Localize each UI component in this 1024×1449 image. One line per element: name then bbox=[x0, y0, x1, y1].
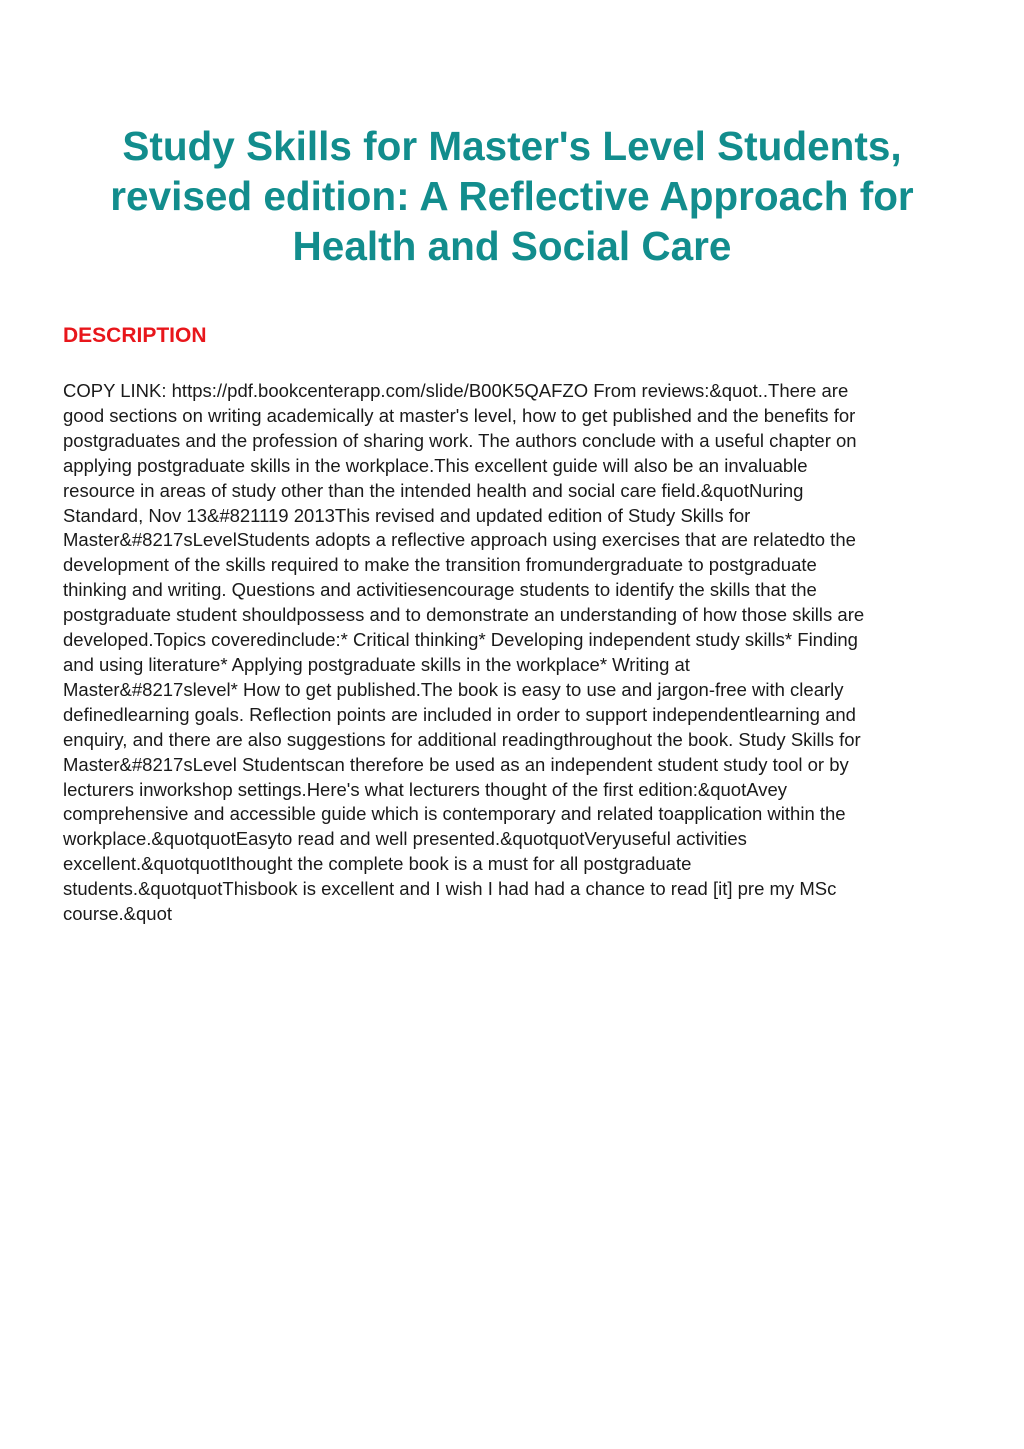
description-line: Master&#8217sLevel Studentscan therefore be used as an independent student study tool or by bbox=[63, 753, 849, 775]
title-line: Study Skills for Master's Level Students, bbox=[122, 123, 902, 169]
description-line: Master&#8217slevel* How to get published.The book is easy to use and jargon-free with clearly bbox=[63, 678, 844, 700]
description-body bbox=[63, 379, 968, 927]
description-line: developed.Topics coveredinclude:* Critical thinking* Developing independent study skills* Finding bbox=[63, 629, 858, 651]
description-heading: DESCRIPTION bbox=[63, 324, 207, 347]
description-line: definedlearning goals. Reflection points are included in order to support independentlearning and bbox=[63, 703, 856, 725]
document-title bbox=[62, 121, 962, 271]
description-line: applying postgraduate skills in the workplace.This excellent guide will also be an invaluable bbox=[63, 454, 808, 476]
description-line: postgraduates and the profession of sharing work. The authors conclude with a useful chapter on bbox=[63, 429, 857, 451]
description-line: and using literature* Applying postgraduate skills in the workplace* Writing at bbox=[63, 653, 690, 675]
description-line: Master&#8217sLevelStudents adopts a reflective approach using exercises that are relatedto the bbox=[63, 529, 856, 551]
description-line: enquiry, and there are also suggestions for additional readingthroughout the book. Study Skills for bbox=[63, 728, 861, 750]
description-line: comprehensive and accessible guide which is contemporary and related toapplication within the bbox=[63, 803, 846, 825]
title-line: revised edition: A Reflective Approach for bbox=[110, 173, 914, 219]
description-line: resource in areas of study other than the intended health and social care field.&quotNuring bbox=[63, 479, 804, 501]
description-line: COPY LINK: https://pdf.bookcenterapp.com/slide/B00K5QAFZO From reviews:&quot..There are bbox=[63, 380, 849, 401]
description-line: postgraduate student shouldpossess and to demonstrate an understanding of how those skills are bbox=[63, 604, 865, 626]
description-line: excellent.&quotquotIthought the complete book is a must for all postgraduate bbox=[63, 853, 692, 875]
title-line: Health and Social Care bbox=[292, 223, 732, 269]
description-line: good sections on writing academically at master's level, how to get published and the benefits for bbox=[63, 404, 856, 426]
description-line: development of the skills required to make the transition fromundergraduate to postgraduate bbox=[63, 554, 817, 576]
description-line: lecturers inworkshop settings.Here's what lecturers thought of the first edition:&quotAvey bbox=[63, 778, 788, 800]
description-line: thinking and writing. Questions and activitiesencourage students to identify the skills that the bbox=[63, 579, 817, 601]
description-line: students.&quotquotThisbook is excellent and I wish I had had a chance to read [it] pre my MSc bbox=[63, 878, 837, 900]
description-line: Standard, Nov 13&#821119 2013This revised and updated edition of Study Skills for bbox=[63, 504, 751, 526]
description-line: workplace.&quotquotEasyto read and well presented.&quotquotVeryuseful activities bbox=[63, 828, 747, 850]
description-line: course.&quot bbox=[63, 903, 173, 925]
